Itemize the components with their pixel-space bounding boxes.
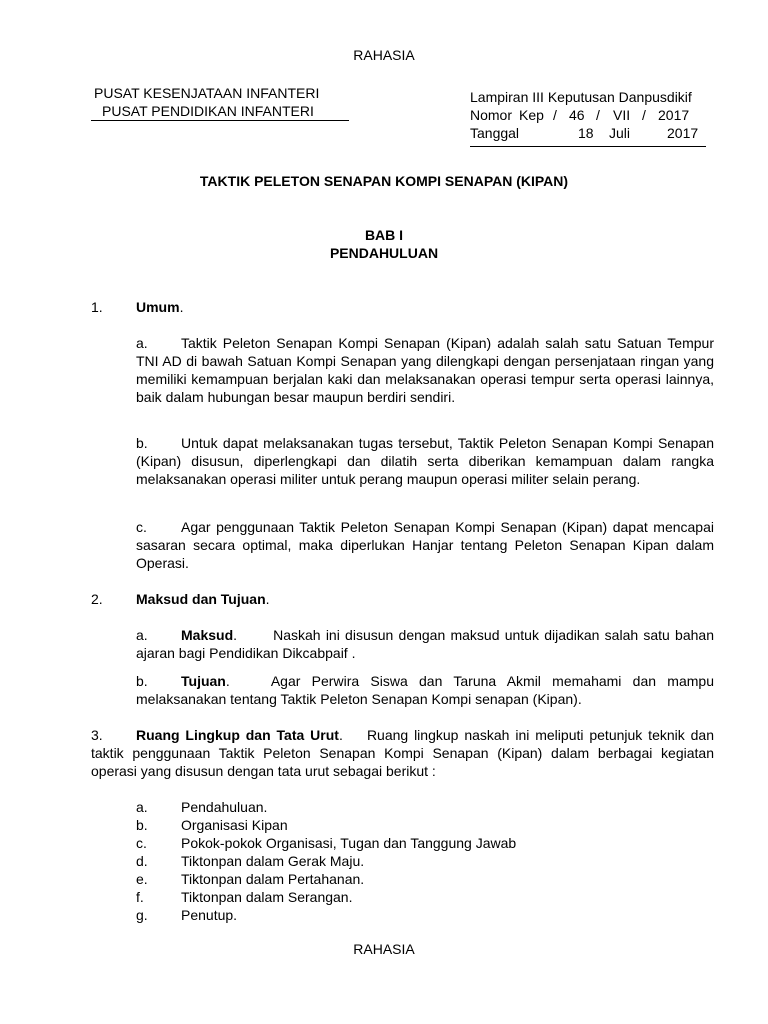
section-2-heading-text: Maksud dan Tujuan xyxy=(136,591,266,607)
tanggal-label: Tanggal xyxy=(470,125,520,141)
section-1-paragraph-b xyxy=(136,434,714,488)
nomor-sep-1: / xyxy=(553,107,557,123)
list-item-value: Pendahuluan. xyxy=(181,799,268,815)
org-block xyxy=(94,84,350,120)
document-title: TAKTIK PELETON SENAPAN KOMPI SENAPAN (KIPAN) xyxy=(199,173,569,189)
list-item-value: Penutup. xyxy=(181,907,238,923)
paragraph-2a-term: Maksud xyxy=(181,627,234,643)
classification-header: RAHASIA xyxy=(353,47,415,63)
paragraph-b-text: Untuk dapat melaksanakan tugas tersebut, Taktik Peleton Senapan Kompi Senapan (Kipan) disusun, diperlengkapi dan dilatih serta diberikan kemampuan dalam rangka melaksanakan operasi militer untuk perang maupun operasi militer selain perang. xyxy=(136,435,714,487)
paragraph-2a-label: a. xyxy=(136,627,148,643)
paragraph-c-text: Agar penggunaan Taktik Peleton Senapan Kompi Senapan (Kipan) dapat mencapai sasaran secara optimal, maka diperlukan Hanjar tentang Peleton Senapan Kipan dalam Operasi. xyxy=(136,519,714,571)
list-item-value: Tiktonpan dalam Pertahanan. xyxy=(181,871,365,887)
section-3-heading: Ruang Lingkup dan Tata Urut xyxy=(136,727,339,743)
section-2-heading xyxy=(136,590,270,608)
paragraph-a-text: Taktik Peleton Senapan Kompi Senapan (Kipan) adalah salah satu Satuan Tempur TNI AD di bawah Satuan Kompi Senapan yang dilengkapi dengan persenjataan ringan yang memiliki kemampuan berjalan kaki dan melaksanakan operasi tempur serta operasi lainnya, baik dalam hubungan besar maupun berdiri sendiri. xyxy=(136,335,714,405)
section-1-heading xyxy=(136,298,183,316)
list-item-value: Tiktonpan dalam Serangan. xyxy=(181,889,353,905)
list-item xyxy=(136,870,364,888)
section-3-number: 3. xyxy=(91,727,103,743)
nomor-label: Nomor xyxy=(470,107,513,123)
org-line-1: PUSAT KESENJATAAN INFANTERI xyxy=(94,85,320,101)
reference-nomor xyxy=(470,106,706,124)
list-item-value: Tiktonpan dalam Gerak Maju. xyxy=(181,853,365,869)
nomor-number: 46 xyxy=(569,107,585,123)
tanggal-day: 18 xyxy=(578,125,594,141)
list-item xyxy=(136,816,288,834)
nomor-year: 2017 xyxy=(658,107,690,123)
section-1-number: 1. xyxy=(91,299,103,315)
paragraph-2a-text: Naskah ini disusun dengan maksud untuk dijadikan salah satu bahan ajaran bagi Pendidikan Dikcabpaif . xyxy=(136,627,714,661)
nomor-sep-2: / xyxy=(596,107,600,123)
list-item-value: Organisasi Kipan xyxy=(181,817,288,833)
reference-block xyxy=(470,88,706,142)
nomor-month: VII xyxy=(613,107,631,123)
section-2-paragraph-b: b. Tujuan. Agar Perwira Siswa dan Taruna Akmil memahami dan mampu melaksanakan tentang Taktik Peleton Senapan Kompi senapan (Kipan). xyxy=(136,673,714,707)
list-item xyxy=(136,906,237,924)
section-2-paragraph-a: a. Maksud. Naskah ini disusun dengan maksud untuk dijadikan salah satu bahan ajaran bagi Pendidikan Dikcabpaif . xyxy=(136,627,714,661)
section-1-paragraph-c xyxy=(136,518,714,572)
reference-line-1: Lampiran III Keputusan Danpusdikif xyxy=(470,89,692,105)
org-underline xyxy=(91,120,349,121)
section-1-paragraph-a xyxy=(136,334,714,406)
paragraph-2b-text: Agar Perwira Siswa dan Taruna Akmil memahami dan mampu melaksanakan tentang Taktik Peleton Senapan Kompi senapan (Kipan). xyxy=(136,673,714,707)
list-item-key: c. xyxy=(136,835,147,851)
list-item-key: e. xyxy=(136,871,148,887)
chapter-name: PENDAHULUAN xyxy=(329,245,439,261)
section-3-text: Ruang lingkup naskah ini meliputi petunjuk teknik dan taktik penggunaan Taktik Peleton Senapan Kompi Senapan (Kipan) dalam berbagai kegiatan operasi yang disusun dengan tata urut sebagai berikut : xyxy=(91,727,714,779)
list-item xyxy=(136,798,267,816)
reference-tanggal xyxy=(470,124,706,142)
list-item-key: a. xyxy=(136,799,148,815)
list-item xyxy=(136,852,364,870)
section-1-heading-end: . xyxy=(179,299,184,315)
paragraph-b-label: b. xyxy=(136,435,148,451)
list-item-key: g. xyxy=(136,907,148,923)
list-item-key: b. xyxy=(136,817,148,833)
classification-footer: RAHASIA xyxy=(353,941,415,957)
org-line-2: PUSAT PENDIDIKAN INFANTERI xyxy=(102,103,314,119)
list-item-key: f. xyxy=(136,889,144,905)
nomor-sep-3: / xyxy=(642,107,646,123)
tanggal-month: Juli xyxy=(609,125,631,141)
list-item xyxy=(136,888,352,906)
section-1-heading-text: Umum xyxy=(136,299,180,315)
section-3-paragraph: 3. Ruang Lingkup dan Tata Urut. Ruang lingkup naskah ini meliputi petunjuk teknik dan taktik penggunaan Taktik Peleton Senapan Kompi Senapan (Kipan) dalam berbagai kegiatan operasi yang disusun dengan tata urut sebagai berikut : xyxy=(91,727,714,779)
paragraph-2b-term: Tujuan xyxy=(181,673,226,689)
paragraph-2b-label: b. xyxy=(136,673,148,689)
list-item-value: Pokok-pokok Organisasi, Tugan dan Tanggung Jawab xyxy=(181,835,517,851)
chapter-number: BAB I xyxy=(364,227,404,243)
list-item xyxy=(136,834,516,852)
nomor-kep: Kep xyxy=(519,107,544,123)
paragraph-a-label: a. xyxy=(136,335,148,351)
reference-underline xyxy=(470,146,706,147)
section-2-heading-end: . xyxy=(265,591,270,607)
list-item-key: d. xyxy=(136,853,148,869)
tanggal-year: 2017 xyxy=(667,125,699,141)
section-2-number: 2. xyxy=(91,591,103,607)
paragraph-c-label: c. xyxy=(136,519,147,535)
